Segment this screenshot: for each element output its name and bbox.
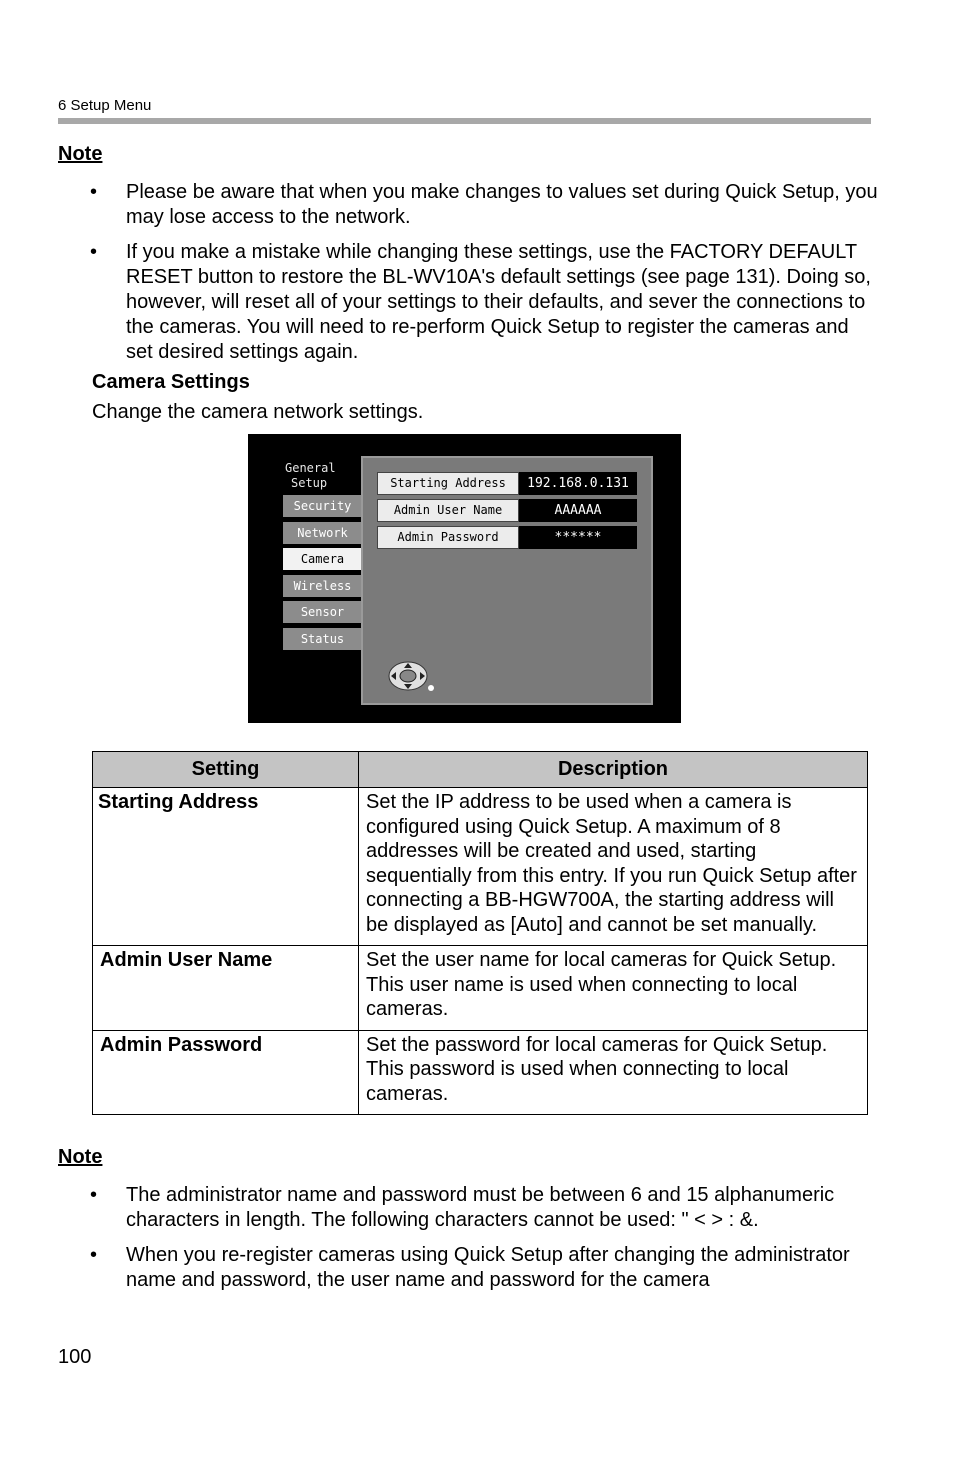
menu-item-network[interactable]: Network: [283, 522, 362, 544]
table-header-row: [93, 752, 868, 788]
field-label: Admin Password: [377, 526, 519, 549]
page-number: 100: [58, 1346, 92, 1368]
table-row: [93, 946, 868, 1031]
table-row: [93, 788, 868, 946]
note-heading: Note: [58, 1146, 103, 1168]
menu-item-sensor[interactable]: Sensor: [283, 601, 362, 623]
section-title: Camera Settings: [92, 371, 250, 393]
column-header-setting: Setting: [93, 752, 359, 788]
column-header-description: Description: [359, 752, 868, 788]
direction-pad-icon: [386, 660, 438, 696]
admin-user-name-input[interactable]: AAAAAA: [519, 499, 637, 522]
setting-name: Admin Password: [93, 1030, 359, 1115]
menu-item-status[interactable]: Status: [283, 628, 362, 650]
note-heading: Note: [58, 143, 103, 165]
bullet-icon: •: [90, 181, 98, 203]
field-label: Admin User Name: [377, 499, 519, 522]
menu-item-camera[interactable]: Camera: [283, 548, 362, 570]
setting-description: Set the password for local cameras for Quick Setup. This password is used when connecting to local cameras.: [359, 1030, 868, 1115]
menu-item-security[interactable]: Security: [283, 495, 362, 517]
bullet-icon: •: [90, 1184, 98, 1206]
note-item: • The administrator name and password must be between 6 and 15 alphanumeric characters in length. The following characters cannot be used: " < > : &.: [90, 1184, 835, 1231]
starting-address-input[interactable]: 192.168.0.131: [519, 472, 637, 495]
setting-name: Starting Address: [93, 788, 359, 946]
setting-description: Set the IP address to be used when a camera is configured using Quick Setup. A maximum of 8 addresses will be created and used, starting sequentially from this entry. If you run Quick Setup after connecting a BB-HGW700A, the starting address will be displayed as [Auto] and cannot be set manually.: [359, 788, 868, 946]
note-list: [90, 180, 880, 375]
menu-item-wireless[interactable]: Wireless: [283, 575, 362, 597]
note-item: • If you make a mistake while changing these settings, use the FACTORY DEFAULT RESET button to restore the BL-WV10A's default settings (see page 131). Doing so, however, will reset all of your settings to their defaults, and sever the connections to the cameras. You will need to re-perform Quick Setup to register the cameras and set desired settings again.: [90, 241, 871, 363]
settings-table: [92, 751, 868, 1115]
running-header: 6 Setup Menu: [58, 97, 152, 114]
bullet-icon: •: [90, 241, 98, 263]
note-item: • Please be aware that when you make changes to values set during Quick Setup, you may lose access to the network.: [90, 181, 878, 228]
setting-name: Admin User Name: [93, 946, 359, 1031]
camera-settings-screenshot: [248, 434, 681, 723]
bullet-icon: •: [90, 1244, 98, 1266]
table-row: [93, 1030, 868, 1115]
note-list: [90, 1183, 880, 1303]
admin-password-input[interactable]: ******: [519, 526, 637, 549]
menu-title: General Setup: [285, 461, 336, 490]
section-description: Change the camera network settings.: [92, 401, 424, 423]
setting-description: Set the user name for local cameras for Quick Setup. This user name is used when connecting to local cameras.: [359, 946, 868, 1031]
header-rule: [58, 118, 871, 124]
field-label: Starting Address: [377, 472, 519, 495]
note-item: • When you re-register cameras using Quick Setup after changing the administrator name and password, the user name and password for the camera: [90, 1244, 850, 1291]
